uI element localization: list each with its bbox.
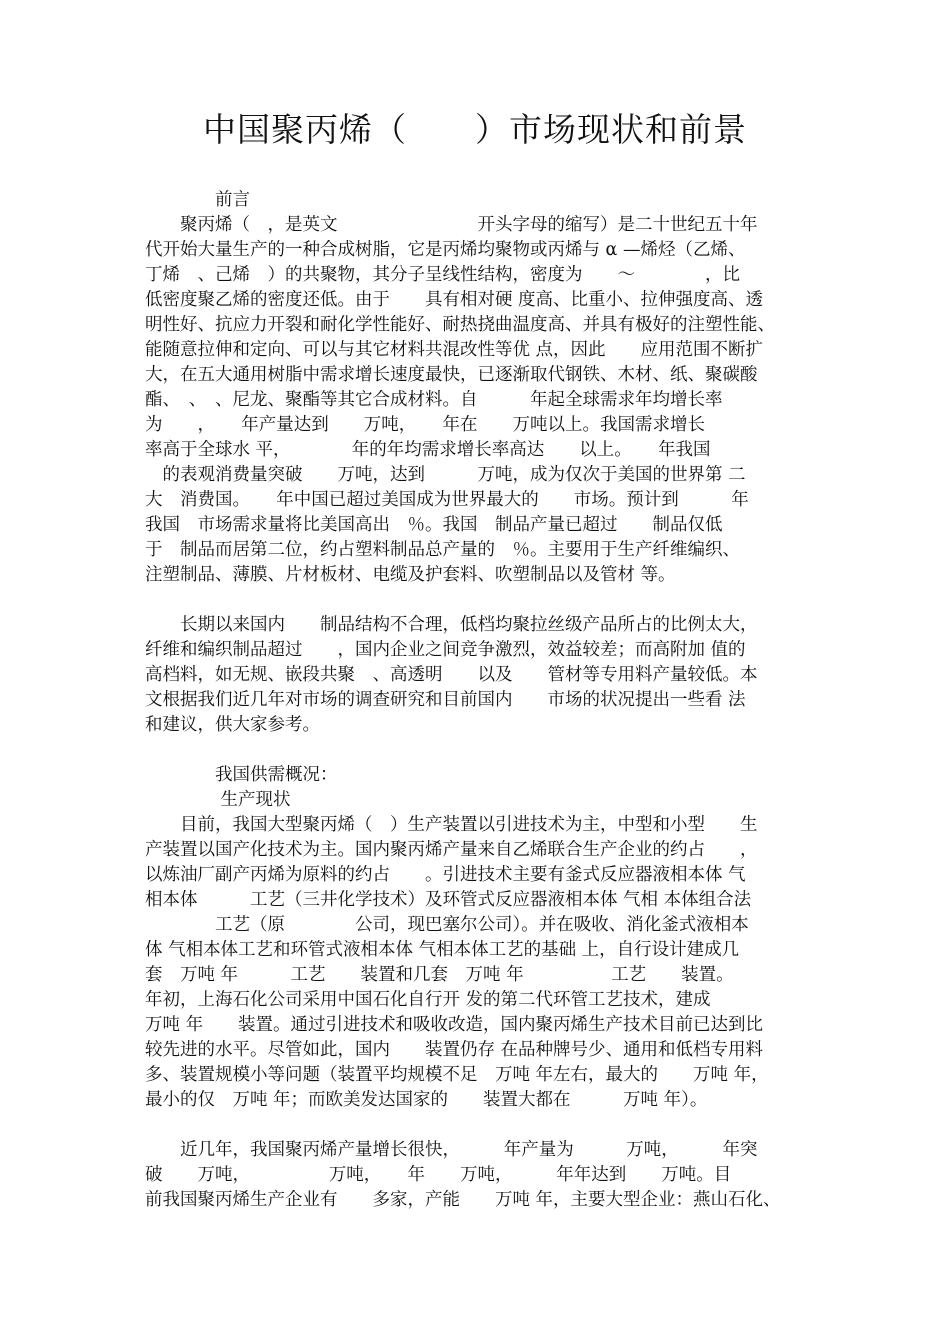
text-line: 相本体 工艺（三井化学技术）及环管式反应器液相本体 气相 本体组合法 [145, 890, 752, 910]
text-line: 率高于全球水 平， 年的年均需求增长率高达 以上。 年我国 [145, 440, 711, 460]
text-line: 大 消费国。 年中国已超过美国成为世界最大的 市场。预计到 年 [145, 490, 749, 510]
text-line: 以炼油厂副产丙烯为原料的约占 。引进技术主要有釜式反应器液相本体 气 [145, 865, 746, 885]
text-line: 高档料，如无规、嵌段共聚 、高透明 以及 管材等专用料产量较低。本 [145, 665, 758, 685]
text-line: 破 万吨， 万吨， 年 万吨， 年年达到 万吨。目 [145, 1165, 732, 1185]
text-line: 最小的仅 万吨 年；而欧美发达国家的 装置大都在 万吨 年）。 [145, 1090, 708, 1110]
text-line: 我国供需概况： [145, 765, 338, 785]
page-title: 中国聚丙烯（ ）市场现状和前景 [203, 110, 747, 149]
text-line: 代开始大量生产的一种合成树脂，它是丙烯均聚物或丙烯与 α —烯烃（乙烯、 [145, 240, 746, 260]
text-line: 年初，上海石化公司采用中国石化自行开 发的第二代环管工艺技术，建成 [145, 990, 711, 1010]
text-line: 较先进的水平。尽管如此，国内 装置仍存 在品种牌号少、通用和低档专用料 [145, 1040, 764, 1060]
text-line: 和建议，供大家参考。 [145, 715, 320, 735]
text-line: 大，在五大通用树脂中需求增长速度最快，已逐渐取代钢铁、木材、纸、聚碳酸 [145, 365, 758, 385]
text-line: 前我国聚丙烯生产企业有 多家，产能 万吨 年，主要大型企业：燕山石化、 [145, 1190, 781, 1210]
text-line: 目前，我国大型聚丙烯（ ）生产装置以引进技术为主，中型和小型 生 [145, 815, 758, 835]
text-line: 丁烯 、己烯 ）的共聚物，其分子呈线性结构，密度为 ～ ，比 [145, 265, 740, 285]
text-line: 酯、 、 、尼龙、聚酯等其它合成材料。自 年起全球需求年均增长率 [145, 390, 723, 410]
text-line: 文根据我们近几年对市场的调查研究和目前国内 市场的状况提出一些看 法 [145, 690, 746, 710]
text-line: 注塑制品、薄膜、片材板材、电缆及护套料、吹塑制品以及管材 等。 [145, 565, 676, 585]
text-line: 聚丙烯（ ，是英文 开头字母的缩写）是二十世纪五十年 [145, 215, 758, 235]
text-line: 纤维和编织制品超过 ，国内企业之间竞争激烈，效益较差；而高附加 值的 [145, 640, 746, 660]
text-line: 多、装置规模小等问题（装置平均规模不足 万吨 年左右，最大的 万吨 年， [145, 1065, 769, 1085]
text-line: 近几年，我国聚丙烯产量增长很快， 年产量为 万吨， 年突 [145, 1140, 758, 1160]
text-line: 体 气相本体工艺和环管式液相本体 气相本体工艺的基础 上，自行设计建成几 [145, 940, 740, 960]
text-line: 能随意拉伸和定向、可以与其它材料共混改性等优 点，因此 应用范围不断扩 [145, 340, 764, 360]
text-line: 万吨 年 装置。通过引进技术和吸收改造，国内聚丙烯生产技术目前已达到比 [145, 1015, 764, 1035]
text-line: 生产现状 [145, 790, 291, 810]
text-line: 产装置以国产化技术为主。国内聚丙烯产量来自乙烯联合生产企业的约占 ， [145, 840, 758, 860]
text-line: 于 制品而居第二位，约占塑料制品总产量的 ％。主要用于生产纤维编织、 [145, 540, 740, 560]
text-line: 长期以来国内 制品结构不合理，低档均聚拉丝级产品所占的比例太大， [145, 615, 758, 635]
text-line: 为 ， 年产量达到 万吨， 年在 万吨以上。我国需求增长 [145, 415, 705, 435]
text-line: 工艺（原 公司，现巴塞尔公司）。并在吸收、消化釜式液相本 [145, 915, 749, 935]
text-line: 低密度聚乙烯的密度还低。由于 具有相对硬 度高、比重小、拉伸强度高、透 [145, 290, 764, 310]
text-line: 的表观消费量突破 万吨，达到 万吨，成为仅次于美国的世界第 二 [145, 465, 746, 485]
text-line: 前言 [145, 190, 250, 210]
text-line: 我国 市场需求量将比美国高出 ％。我国 制品产量已超过 制品仅低 [145, 515, 723, 535]
text-line: 套 万吨 年 工艺 装置和几套 万吨 年 工艺 装置。 [145, 965, 734, 985]
text-line: 明性好、抗应力开裂和耐化学性能好、耐热挠曲温度高、并具有极好的注塑性能、 [145, 315, 775, 335]
